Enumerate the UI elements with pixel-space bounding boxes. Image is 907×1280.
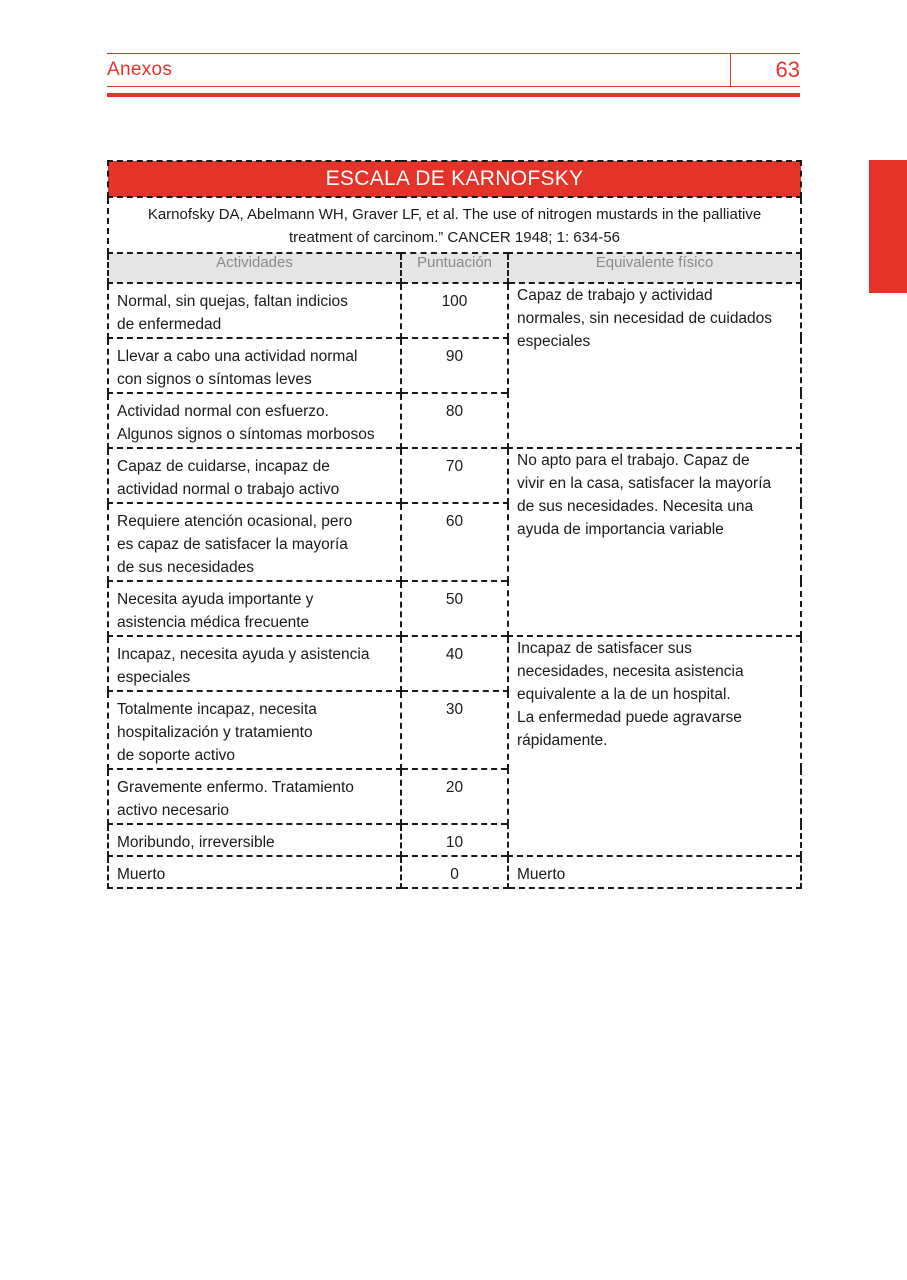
score-cell: 60 — [401, 503, 508, 581]
score-cell: 50 — [401, 581, 508, 636]
activity-cell: Necesita ayuda importante y asistencia médica frecuente — [108, 581, 401, 636]
header-separator — [730, 53, 731, 86]
score-cell: 0 — [401, 856, 508, 888]
table-row — [108, 856, 801, 888]
activity-cell: Incapaz, necesita ayuda y asistencia especiales — [108, 636, 401, 691]
activity-cell: Muerto — [108, 856, 401, 888]
table-title: ESCALA DE KARNOFSKY — [108, 161, 801, 197]
table-row — [108, 283, 801, 338]
activity-cell: Capaz de cuidarse, incapaz de actividad normal o trabajo activo — [108, 448, 401, 503]
karnofsky-table — [107, 160, 802, 889]
equivalent-cell: Capaz de trabajo y actividad normales, sin necesidad de cuidados especiales — [508, 283, 801, 448]
score-cell: 100 — [401, 283, 508, 338]
score-cell: 10 — [401, 824, 508, 856]
header-rule-bottom — [107, 93, 800, 97]
score-cell: 20 — [401, 769, 508, 824]
column-header-physical-equivalent: Equivalente físico — [508, 253, 801, 283]
section-title: Anexos — [107, 59, 173, 80]
header-rule-middle — [107, 86, 800, 87]
table-reference: Karnofsky DA, Abelmann WH, Graver LF, et al. The use of nitrogen mustards in the palliative treatment of carcinom.” CANCER 1948; 1: 634-56 — [108, 197, 801, 253]
table-row — [108, 636, 801, 691]
equivalent-cell: Incapaz de satisfacer sus necesidades, necesita asistencia equivalente a la de un hospital. La enfermedad puede agravarse rápidamente. — [508, 636, 801, 856]
score-cell: 40 — [401, 636, 508, 691]
chapter-tab — [869, 160, 907, 293]
equivalent-cell: No apto para el trabajo. Capaz de vivir en la casa, satisfacer la mayoría de sus necesidades. Necesita una ayuda de importancia variable — [508, 448, 801, 636]
score-cell: 80 — [401, 393, 508, 448]
activity-cell: Moribundo, irreversible — [108, 824, 401, 856]
header-rule-top — [107, 53, 800, 54]
activity-cell: Normal, sin quejas, faltan indicios de enfermedad — [108, 283, 401, 338]
table-row — [108, 448, 801, 503]
activity-cell: Llevar a cabo una actividad normal con signos o síntomas leves — [108, 338, 401, 393]
activity-cell: Requiere atención ocasional, pero es capaz de satisfacer la mayoría de sus necesidades — [108, 503, 401, 581]
score-cell: 70 — [401, 448, 508, 503]
score-cell: 30 — [401, 691, 508, 769]
page-number: 63 — [775, 57, 800, 82]
equivalent-cell: Muerto — [508, 856, 801, 888]
activity-cell: Gravemente enfermo. Tratamiento activo necesario — [108, 769, 401, 824]
column-header-activities: Actividades — [108, 253, 401, 283]
column-header-score: Puntuación — [401, 253, 508, 283]
activity-cell: Actividad normal con esfuerzo. Algunos signos o síntomas morbosos — [108, 393, 401, 448]
score-cell: 90 — [401, 338, 508, 393]
activity-cell: Totalmente incapaz, necesita hospitalización y tratamiento de soporte activo — [108, 691, 401, 769]
